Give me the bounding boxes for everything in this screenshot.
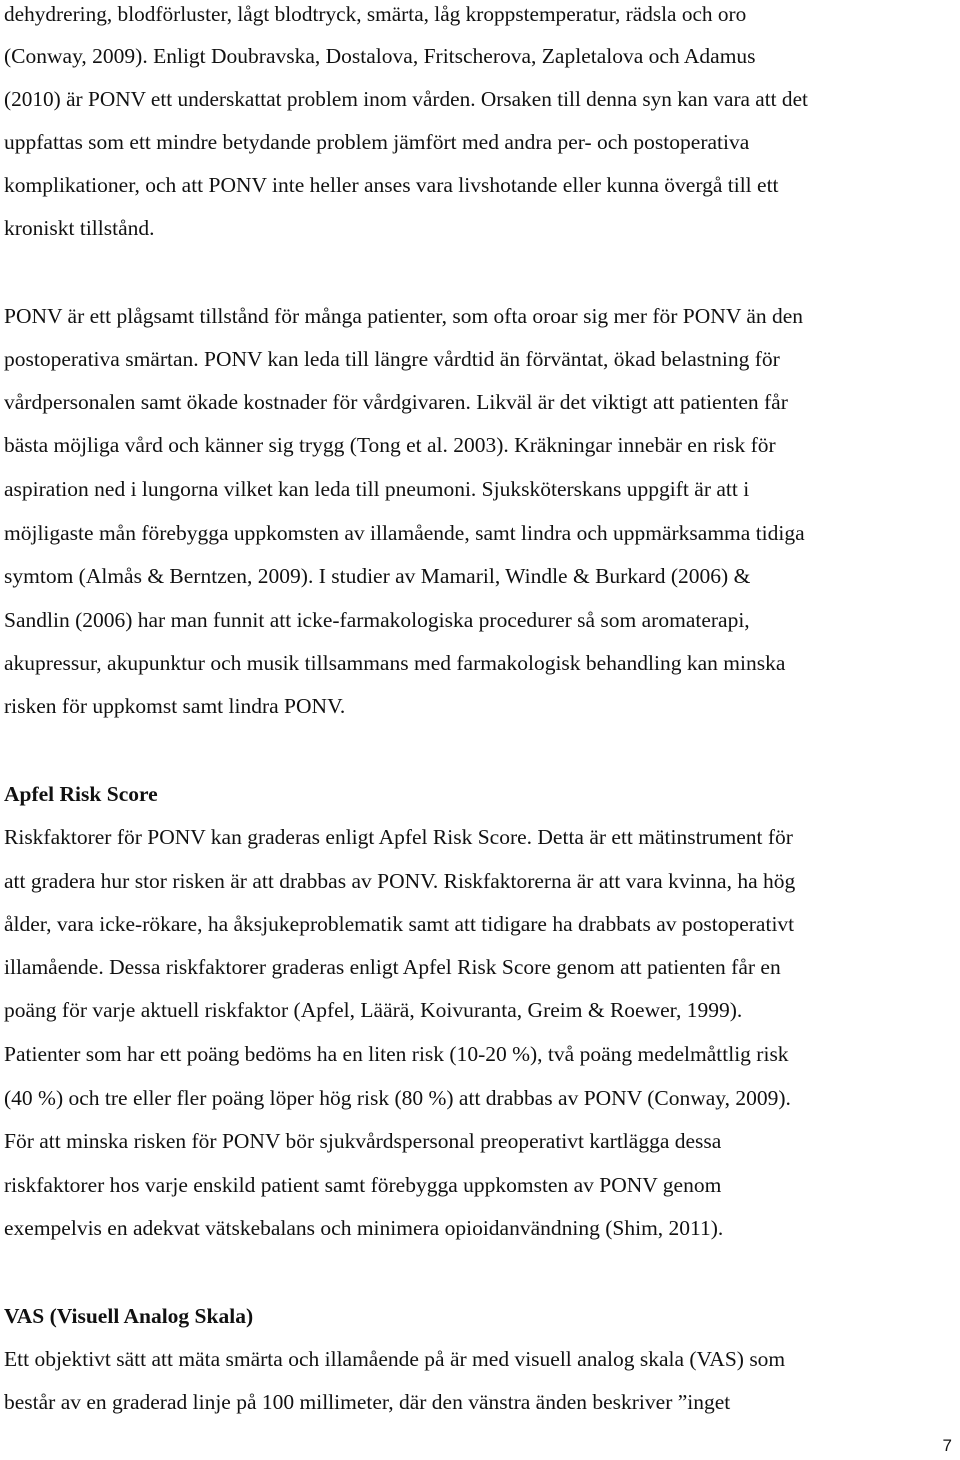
text-line: symtom (Almås & Berntzen, 2009). I studier av Mamaril, Windle & Burkard (2006) & (4, 564, 751, 588)
text-line: (2010) är PONV ett underskattat problem inom vården. Orsaken till denna syn kan vara att det (4, 87, 808, 111)
text-line: Sandlin (2006) har man funnit att icke-farmakologiska procedurer så som aromaterapi, (4, 608, 750, 632)
text-line: består av en graderad linje på 100 millimeter, där den vänstra änden beskriver ”inget (4, 1390, 731, 1414)
text-line: uppfattas som ett mindre betydande problem jämfört med andra per- och postoperativa (4, 130, 750, 154)
section-heading: Apfel Risk Score (4, 782, 158, 806)
text-line: postoperativa smärtan. PONV kan leda till längre vårdtid än förväntat, ökad belastning för (4, 347, 780, 371)
text-line: Ett objektivt sätt att mäta smärta och illamående på är med visuell analog skala (VAS) som (4, 1347, 786, 1371)
text-line: Patienter som har ett poäng bedöms ha en liten risk (10-20 %), två poäng medelmåttlig risk (4, 1042, 789, 1066)
page-number: 7 (942, 1436, 952, 1455)
text-line: riskfaktorer hos varje enskild patient samt förebygga uppkomsten av PONV genom (4, 1173, 722, 1197)
section-heading: VAS (Visuell Analog Skala) (4, 1304, 254, 1328)
text-line: PONV är ett plågsamt tillstånd för många patienter, som ofta oroar sig mer för PONV än den (4, 304, 804, 328)
text-line: (Conway, 2009). Enligt Doubravska, Dostalova, Fritscherova, Zapletalova och Adamus (4, 44, 756, 68)
text-line: Riskfaktorer för PONV kan graderas enligt Apfel Risk Score. Detta är ett mätinstrument för (4, 825, 793, 849)
text-line: För att minska risken för PONV bör sjukvårdspersonal preoperativt kartlägga dessa (4, 1129, 722, 1153)
text-line: ålder, vara icke-rökare, ha åksjukeproblematik samt att tidigare ha drabbats av postoperativt (4, 912, 795, 936)
text-line: möjligaste mån förebygga uppkomsten av illamående, samt lindra och uppmärksamma tidiga (4, 521, 805, 545)
text-line: risken för uppkomst samt lindra PONV. (4, 694, 346, 718)
text-line: dehydrering, blodförluster, lågt blodtryck, smärta, låg kroppstemperatur, rädsla och oro (4, 2, 747, 26)
text-line: aspiration ned i lungorna vilket kan leda till pneumoni. Sjuksköterskans uppgift är att i (4, 477, 750, 501)
text-line: (40 %) och tre eller fler poäng löper hög risk (80 %) att drabbas av PONV (Conway, 2009). (4, 1086, 791, 1110)
text-line: bästa möjliga vård och känner sig trygg (Tong et al. 2003). Kräkningar innebär en risk för (4, 433, 776, 457)
text-line: exempelvis en adekvat vätskebalans och minimera opioidanvändning (Shim, 2011). (4, 1216, 724, 1240)
text-line: kroniskt tillstånd. (4, 216, 155, 240)
text-line: illamående. Dessa riskfaktorer graderas enligt Apfel Risk Score genom att patienten får en (4, 955, 781, 979)
text-line: vårdpersonalen samt ökade kostnader för vårdgivaren. Likväl är det viktigt att patienten får (4, 390, 788, 414)
text-line: att gradera hur stor risken är att drabbas av PONV. Riskfaktorerna är att vara kvinna, ha hög (4, 869, 796, 893)
text-line: akupressur, akupunktur och musik tillsammans med farmakologisk behandling kan minska (4, 651, 786, 675)
text-line: poäng för varje aktuell riskfaktor (Apfel, Läärä, Koivuranta, Greim & Roewer, 1999). (4, 998, 743, 1022)
text-line: komplikationer, och att PONV inte heller anses vara livshotande eller kunna övergå till ett (4, 173, 779, 197)
